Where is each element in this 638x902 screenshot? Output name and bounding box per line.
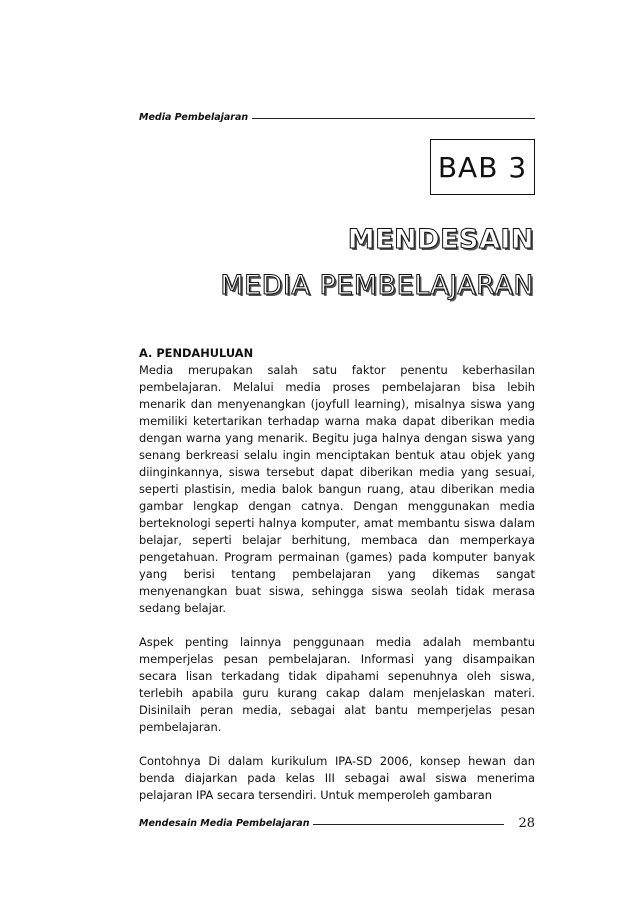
paragraph: Contohnya Di dalam kurikulum IPA-SD 2006, konsep hewan dan benda diajarkan pada kelas III sebagai awal siswa menerima pelajaran IPA secara tersendiri. Untuk memperoleh gambaran <box>139 754 535 802</box>
page-number: 28 <box>518 815 535 831</box>
chapter-title-line-1: MENDESAIN <box>347 224 534 255</box>
chapter-label: BAB 3 <box>437 150 528 184</box>
running-footer <box>139 815 535 831</box>
paragraph: Media merupakan salah satu faktor penentu keberhasilan pembelajaran. Melalui media proses pembelajaran bisa lebih menarik dan menyenangkan (joyfull learning), misalnya siswa yang memiliki ketertarikan terhadap warna maka dapat diberikan media dengan warna yang menarik. Begitu juga halnya dengan siswa yang senang berkreasi selalu ingin menciptakan bentuk atau objek yang diinginkannya, siswa tersebut dapat diberikan media yang sesuai, seperti plastisin, media balok bangun ruang, atau diberikan media gambar lengkap dengan catnya. Dengan menggunakan media berteknologi seperti halnya komputer, amat membantu siswa dalam belajar, seperti belajar berhitung, membaca dan memperkaya pengetahuan. Program permainan (games) pada komputer banyak yang berisi tentang pembelajaran yang dikemas sangat menyenangkan buat siswa, sehingga siswa seolah tidak merasa sedang belajar. <box>139 363 535 615</box>
header-rule <box>252 118 535 119</box>
chapter-box <box>430 139 535 195</box>
chapter-title-line-2: MEDIA PEMBELAJARAN <box>220 270 534 301</box>
running-header <box>139 110 535 124</box>
section-heading: A. PENDAHULUAN <box>139 346 254 360</box>
footer-title: Mendesain Media Pembelajaran <box>139 817 310 829</box>
header-title: Media Pembelajaran <box>139 111 249 123</box>
body-text <box>139 345 535 821</box>
footer-rule <box>313 824 504 825</box>
paragraph: Aspek penting lainnya penggunaan media adalah membantu memperjelas pesan pembelajaran. Informasi yang disampaikan secara lisan terkadang tidak dipahami sepenuhnya oleh siswa, terlebih apabila guru kurang cakap dalam menjelaskan materi. Disinilaih peran media, sebagai alat bantu memperjelas pesan pembelajaran. <box>139 635 535 734</box>
